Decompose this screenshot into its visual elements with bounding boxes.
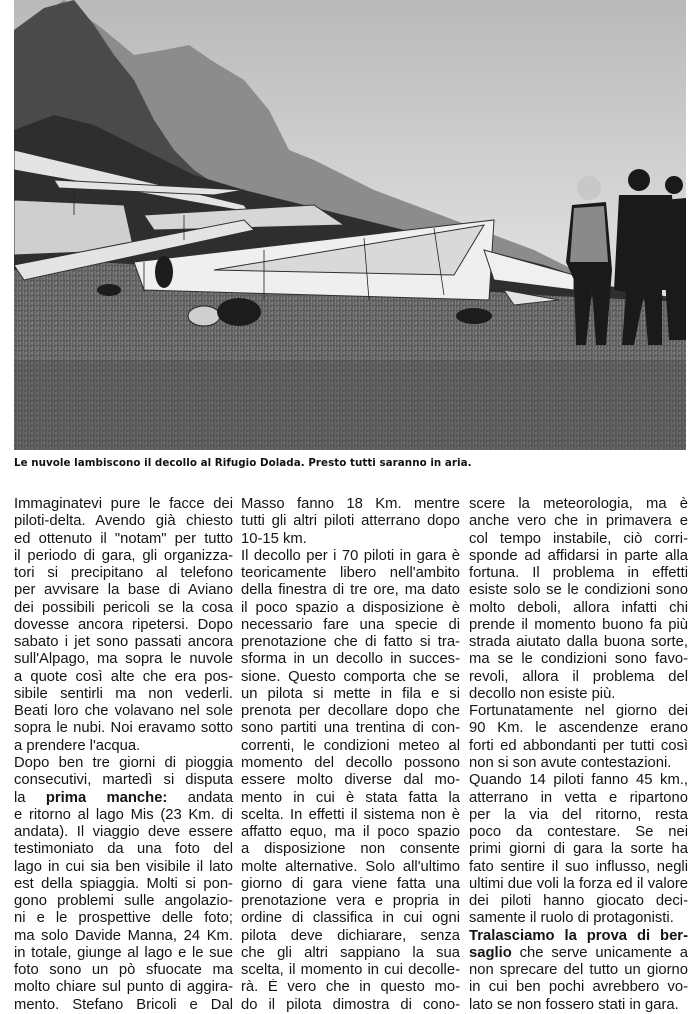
- text-line: sione. Questo comporta che se: [241, 668, 460, 685]
- text-line: non sprecare del tutto un giorno: [469, 962, 688, 979]
- text-line: il poco spazio a disposizione è: [241, 599, 460, 616]
- text-line: consecutivi, martedì si disputa: [14, 772, 233, 789]
- text-line: fortuna. Il problema in effetti: [469, 565, 688, 582]
- text-line: sopra le nubi. Noi eravamo sotto: [14, 720, 233, 737]
- text-line: ultimi due voli la forza ed il valore: [469, 875, 688, 892]
- text-line: samente il ruolo di protagonisti.: [469, 910, 674, 927]
- text-line: sono partiti una trentina di con-: [241, 720, 460, 737]
- text-line: poco da contestare. Se nei: [469, 824, 688, 841]
- text-line: non si son avute contestazioni.: [469, 754, 672, 771]
- text-line: atterrano in vetta e ripartono: [469, 789, 688, 806]
- article-column-2: [241, 496, 460, 1014]
- text-line: scere la meteorologia, ma è: [469, 496, 688, 512]
- text-line: a quote così alte che era pos-: [14, 668, 233, 685]
- text-line: pilota deve dichiarare, senza: [241, 927, 460, 944]
- text-line: momento del decollo possono: [241, 754, 460, 771]
- text-line: che gli altri sappiano la sua: [241, 944, 460, 961]
- text-line: anche vero che in primavera e: [469, 513, 688, 530]
- text-line: in cui ben pochi avrebbero vo-: [469, 979, 688, 996]
- text-line: [14, 790, 233, 807]
- text-line: decollo non esiste più.: [469, 685, 616, 702]
- text-line: essere molto diverse dal mo-: [241, 772, 460, 789]
- text-line: sponde ad affidarsi in parte alla: [469, 547, 688, 564]
- text-line: sforma in un decollo in succes-: [241, 651, 460, 668]
- text-line: sabato i jet sono passati ancora: [14, 634, 233, 651]
- text-line: molto deboli, allora infatti chi: [469, 599, 688, 616]
- text-line: andata). Il viaggio deve essere: [14, 824, 233, 841]
- text-line: tori si precipitano al telefono: [14, 565, 233, 582]
- text-line: lato se non fossero stati in gara.: [469, 996, 679, 1013]
- text-line: tutti gli altri piloti atterrano dopo: [241, 513, 460, 530]
- text-line: giorno di gara viene fatta una: [241, 875, 460, 892]
- article-column-3: [469, 496, 688, 1014]
- text-line: per avvisare la base di Aviano: [14, 582, 233, 599]
- text-line: 90 Km. le ascendenze erano: [469, 720, 688, 737]
- text-run: la: [14, 789, 26, 806]
- photo-caption: Le nuvole lambiscono il decollo al Rifugio Dolada. Presto tutti saranno in aria.: [14, 457, 472, 469]
- text-line: prenotazione vera e propria in: [241, 893, 460, 910]
- text-line: molte alternative. Solo all'ultimo: [241, 858, 460, 875]
- text-line: ma se le condizioni sono favo-: [469, 651, 688, 668]
- text-line: do il pilota dimostra di cono-: [241, 996, 460, 1013]
- text-line: testimoniato da una foto del: [14, 841, 233, 858]
- text-line: dei possibili pericoli se la cosa: [14, 599, 233, 616]
- text-run-bold: prima manche:: [45, 789, 168, 806]
- text-line: e ritorno al lago Mis (23 Km. di: [14, 806, 233, 823]
- text-line: mento in cui è stata fatta la: [241, 789, 460, 806]
- text-line: dei piloti hanno giocato deci-: [469, 893, 688, 910]
- text-line: scelta. In effetti il sistema non è: [241, 806, 460, 823]
- text-line: ed ottenuto il "notam" per tutto: [14, 530, 233, 547]
- text-line: a prendere l'acqua.: [14, 737, 141, 754]
- article-column-1: [14, 496, 233, 1014]
- text-line: ma solo Davide Manna, 24 Km.: [14, 927, 233, 944]
- text-line: Fortunatamente nel giorno dei: [469, 703, 688, 720]
- text-line: molto chiare sul punto di aggira-: [14, 979, 233, 996]
- text-line: prenotazione che di fatto si tra-: [241, 634, 460, 651]
- text-line: lago in cui sia ben visibile il lato: [14, 858, 233, 875]
- text-line: strada aiutato dalla buona sorte,: [469, 634, 688, 651]
- text-line: [469, 945, 688, 962]
- text-line: Masso fanno 18 Km. mentre: [241, 496, 460, 512]
- text-line: col tempo instabile, ciò corri-: [469, 530, 688, 547]
- text-run: che serve unicamente a: [519, 944, 688, 961]
- text-line: correnti, le condizioni meteo al: [241, 737, 460, 754]
- text-line: sibile sentirli ma non vederli.: [14, 685, 233, 702]
- text-line: ordine di classifica in cui ogni: [241, 910, 460, 927]
- text-line: il periodo di gara, gli organizza-: [14, 547, 233, 564]
- text-line: est della spiaggia. Molti si pon-: [14, 875, 233, 892]
- text-line: ni e le prospettive delle foto;: [14, 910, 233, 927]
- text-line: teoricamente libero nell'ambito: [241, 565, 460, 582]
- text-line: prende il momento buono fa più: [469, 616, 688, 633]
- text-line: mento. Stefano Bricoli e Dal: [14, 996, 233, 1013]
- text-line: sull'Alpago, ma sopra le nuvole: [14, 651, 233, 668]
- text-line: Tralasciamo la prova di ber-: [469, 927, 688, 944]
- text-line: foto sono un pò sfuocate ma: [14, 962, 233, 979]
- text-run: andata: [187, 789, 233, 806]
- text-line: gono problemi sulle angolazio-: [14, 893, 233, 910]
- text-line: Dopo ben tre giorni di pioggia: [14, 754, 233, 771]
- text-line: primi giorni di gara la sorte ha: [469, 841, 688, 858]
- text-line: della finestra di tre ore, ma dato: [241, 582, 460, 599]
- text-run-bold: saglio: [469, 944, 512, 961]
- text-line: esiste solo se le condizioni sono: [469, 582, 688, 599]
- text-line: scelta, il momento in cui decolle-: [241, 962, 460, 979]
- text-line: a disposizione non consente: [241, 841, 460, 858]
- text-line: dovesse ancora ripetersi. Dopo: [14, 616, 233, 633]
- article-photo: [14, 0, 686, 450]
- text-line: affatto equo, ma il poco spazio: [241, 824, 460, 841]
- text-line: 10-15 km.: [241, 530, 307, 547]
- text-line: Beati loro che volavano nel sole: [14, 703, 233, 720]
- text-line: fato sentire il suo influsso, negli: [469, 858, 688, 875]
- text-line: un pilota si mette in fila e si: [241, 685, 460, 702]
- text-line: forti ed abbondanti per tutti così: [469, 737, 688, 754]
- text-line: Quando 14 piloti fanno 45 km.,: [469, 772, 688, 789]
- text-line: rà. È vero che in questo mo-: [241, 979, 460, 996]
- text-line: piloti-delta. Avendo già chiesto: [14, 513, 233, 530]
- text-line: revoli, allora il problema del: [469, 668, 688, 685]
- text-line: Immaginatevi pure le facce dei: [14, 496, 233, 512]
- text-line: in totale, giunge al lago e le sue: [14, 944, 233, 961]
- text-line: necessario fare una specie di: [241, 616, 460, 633]
- text-line: Il decollo per i 70 piloti in gara è: [241, 547, 460, 564]
- text-line: prenota per decollare dopo che: [241, 703, 460, 720]
- hang-gliders-photo: [14, 0, 686, 450]
- text-line: per la via del ritorno, resta: [469, 806, 688, 823]
